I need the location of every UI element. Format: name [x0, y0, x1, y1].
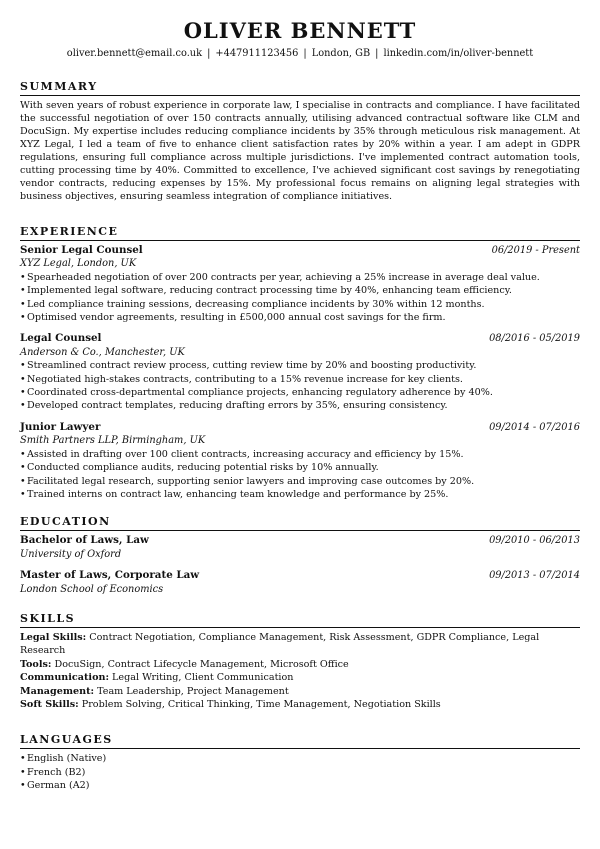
skill-value: Contract Negotiation, Compliance Management, Risk Assessment, GDPR Compliance, Legal Research [20, 631, 540, 657]
candidate-name: OLIVER BENNETT [183, 18, 417, 43]
skill-label: Communication: [20, 672, 109, 684]
skill-value: Legal Writing, Client Communication [112, 672, 294, 684]
contact-separator: | [207, 48, 211, 59]
education-entry [20, 569, 580, 596]
skill-value: Team Leadership, Project Management [97, 685, 289, 697]
degree-title: Master of Laws, Corporate Law [20, 569, 200, 582]
degree-title: Bachelor of Laws, Law [20, 534, 149, 547]
languages-heading: LANGUAGES [20, 733, 580, 749]
language-item: • English (Native) [20, 752, 580, 765]
job-bullet: • Streamlined contract review process, cutting review time by 20% and boosting productivity. [20, 359, 580, 372]
job-bullet: • Led compliance training sessions, decreasing compliance incidents by 30% within 12 months. [20, 298, 580, 311]
degree-dates: 09/2013 - 07/2014 [489, 570, 580, 582]
contact-linkedin: linkedin.com/in/oliver-bennett [383, 48, 534, 59]
contact-line [20, 47, 580, 61]
job-dates: 08/2016 - 05/2019 [489, 333, 580, 345]
skill-line [20, 698, 580, 711]
job-bullet: • Optimised vendor agreements, resulting in £500,000 annual cost savings for the firm. [20, 311, 580, 324]
job-bullet: • Assisted in drafting over 100 client contracts, increasing accuracy and efficiency by 15%. [20, 448, 580, 461]
languages-list [20, 752, 580, 792]
skill-value: DocuSign, Contract Lifecycle Management, Microsoft Office [54, 658, 349, 670]
skill-label: Management: [20, 685, 95, 697]
education-section [20, 515, 580, 596]
skill-line [20, 671, 580, 684]
skill-line [20, 631, 580, 658]
job-bullet: • Conducted compliance audits, reducing potential risks by 10% annually. [20, 461, 580, 474]
contact-separator: | [375, 48, 379, 59]
job-bullets [20, 271, 580, 325]
job-title: Senior Legal Counsel [20, 244, 143, 256]
contact-separator: | [303, 48, 307, 59]
skill-value: Problem Solving, Critical Thinking, Time Management, Negotiation Skills [81, 698, 441, 710]
job-bullets [20, 448, 580, 502]
school-name: London School of Economics [20, 583, 164, 595]
job-bullets [20, 359, 580, 413]
job-title: Legal Counsel [20, 332, 102, 345]
job-dates: 06/2019 - Present [491, 245, 580, 256]
skills-section [20, 612, 580, 711]
job-organization: Smith Partners LLP, Birmingham, UK [20, 435, 206, 447]
contact-phone: +447911123456 [215, 48, 299, 59]
language-item: • German (A2) [20, 779, 580, 792]
skill-line [20, 658, 580, 671]
education-entry [20, 534, 580, 561]
language-item: • French (B2) [20, 766, 580, 779]
job-bullet: • Negotiated high-stakes contracts, contributing to a 15% revenue increase for key clients. [20, 373, 580, 386]
degree-dates: 09/2010 - 06/2013 [489, 535, 580, 547]
job-bullet: • Developed contract templates, reducing drafting errors by 35%, ensuring consistency. [20, 399, 580, 412]
job-dates: 09/2014 - 07/2016 [489, 421, 580, 433]
skills-heading: SKILLS [20, 612, 580, 628]
experience-section [20, 225, 580, 501]
languages-section [20, 733, 580, 792]
skill-label: Legal Skills: [20, 631, 87, 643]
job-organization: XYZ Legal, London, UK [20, 258, 137, 270]
job-bullet: • Coordinated cross-departmental compliance projects, enhancing regulatory adherence by 40%. [20, 386, 580, 399]
skill-label: Soft Skills: [20, 698, 79, 710]
education-heading: EDUCATION [20, 515, 580, 531]
experience-entry [20, 244, 580, 324]
job-bullet: • Implemented legal software, reducing contract processing time by 40%, enhancing team efficiency. [20, 284, 580, 297]
job-organization: Anderson & Co., Manchester, UK [20, 346, 185, 358]
job-bullet: • Facilitated legal research, supporting senior lawyers and improving case outcomes by 20%. [20, 475, 580, 488]
summary-heading: SUMMARY [20, 80, 580, 96]
experience-entry [20, 421, 580, 501]
summary-text: With seven years of robust experience in corporate law, I specialise in contracts and compliance. I have facilitated the successful negotiation of over 150 contracts annually, utilising advanced contractual software like CLM and DocuSign. My expertise includes reducing compliance incidents by 35% through meticulous risk management. At XYZ Legal, I led a team of five to enhance client satisfaction rates by 20% within a year. I am adept in GDPR regulations, ensuring full compliance across multiple jurisdictions. I've implemented contract automation tools, cutting processing time by 40%. Committed to excellence, I've achieved significant cost savings by renegotiating vendor contracts, reducing expenses by 15%. My professional focus remains on aligning legal strategies with business objectives, ensuring seamless integration of compliance initiatives. [20, 100, 580, 202]
skill-label: Tools: [20, 658, 52, 670]
job-bullet: • Spearheaded negotiation of over 200 contracts per year, achieving a 25% increase in average deal value. [20, 271, 580, 284]
skill-line [20, 685, 580, 698]
job-bullet: • Trained interns on contract law, enhancing team knowledge and performance by 25%. [20, 488, 580, 501]
job-title: Junior Lawyer [20, 420, 101, 433]
experience-entry [20, 332, 580, 412]
contact-location: London, GB [311, 48, 371, 59]
contact-email: oliver.bennett@email.co.uk [66, 48, 203, 59]
experience-heading: EXPERIENCE [20, 225, 580, 241]
school-name: University of Oxford [20, 548, 122, 560]
summary-section [20, 80, 580, 203]
